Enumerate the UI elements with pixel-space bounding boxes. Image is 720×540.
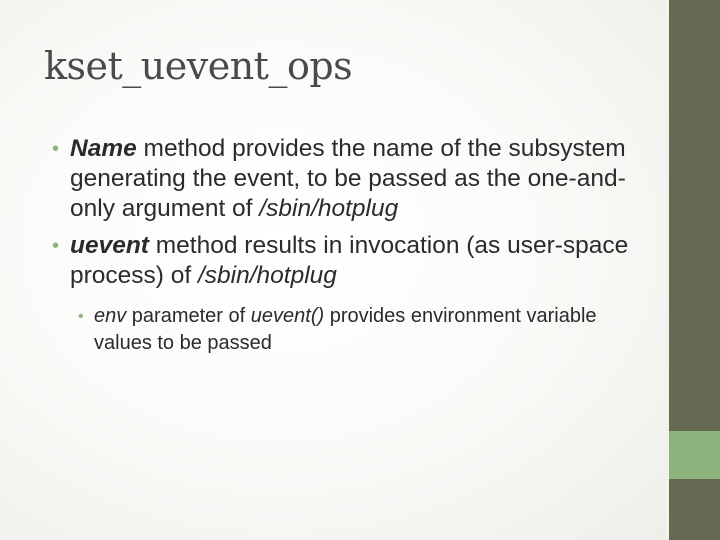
bullet-text: method results in invocation (as user-space process) of	[70, 232, 629, 289]
sub-bullet-term: env	[94, 305, 127, 327]
bullet-lead: uevent	[70, 232, 149, 259]
sub-bullet-text: parameter of	[126, 305, 251, 327]
sub-bullet-icon: •	[78, 308, 84, 325]
slide-title: kset_uevent_ops	[44, 44, 353, 88]
side-accent-block	[669, 431, 720, 479]
slide-body	[52, 134, 632, 357]
bullet-path: /sbin/hotplug	[259, 195, 399, 222]
sub-bullet-env	[76, 303, 632, 357]
bullet-lead: Name	[70, 135, 137, 162]
bullet-icon: •	[52, 138, 60, 160]
bullet-uevent-method	[52, 231, 632, 291]
sub-bullet-text-end: provides environment variable values to be passed	[94, 305, 597, 354]
bullet-name-method	[52, 134, 632, 224]
bullet-text: method provides the name of the subsystem generating the event, to be passed as the one-and-only argument of	[70, 135, 626, 222]
bullet-path: /sbin/hotplug	[198, 262, 337, 289]
bullet-icon: •	[52, 235, 60, 257]
sub-bullet-func: uevent()	[250, 305, 325, 327]
